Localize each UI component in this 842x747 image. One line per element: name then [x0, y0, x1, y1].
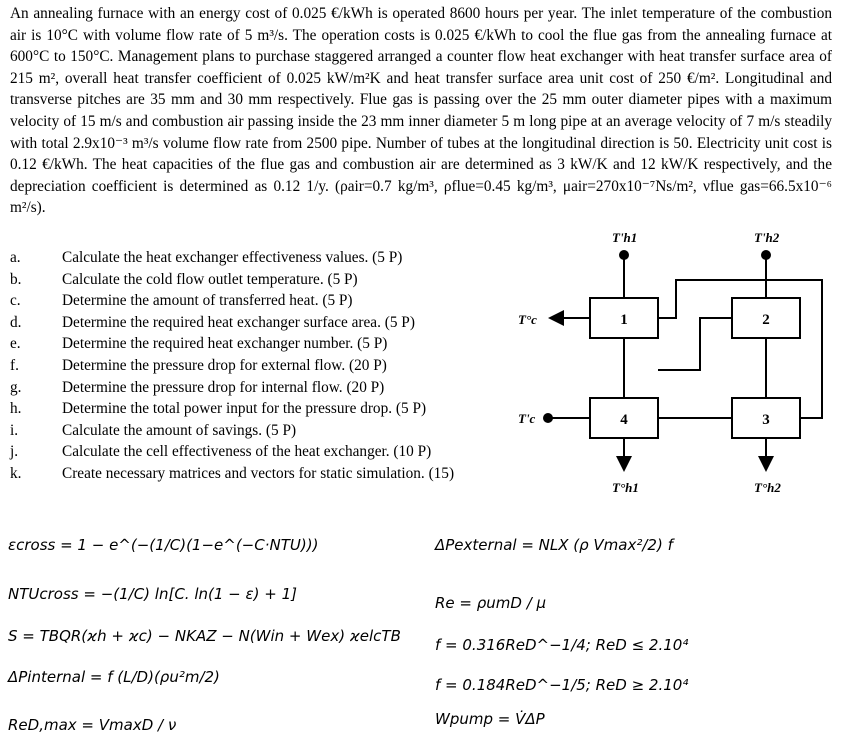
label-tc-in: T'c [518, 411, 536, 426]
label-th1-in: T'h1 [612, 230, 638, 245]
label-th1-out: T°h1 [612, 480, 639, 495]
equation-ntu-cross: NTUcross = −(1/C) ln[C. ln(1 − ε) + 1] [8, 585, 297, 603]
label-th2-in: T'h2 [754, 230, 780, 245]
equation-dp-external: ΔPexternal = NLX (ρ Vmax²/2) f [435, 536, 673, 554]
equation-w-pump: Wpump = V̇ΔP [435, 710, 545, 728]
equation-dp-internal: ΔPinternal = f (L/D)(ρu²m/2) [8, 668, 220, 686]
equation-savings: S = TBQR(ϰh + ϰc) − NKAZ − N(Win + Wex) ϰelcTB [8, 627, 401, 645]
unit-label-3: 3 [762, 412, 770, 428]
heat-exchanger-diagram [500, 220, 840, 510]
unit-label-4: 4 [620, 412, 628, 428]
unit-label-2: 2 [762, 312, 770, 328]
label-tc-out: T°c [518, 312, 537, 327]
equation-f-low: f = 0.316ReD^−1/4; ReD ≤ 2.10⁴ [435, 636, 689, 654]
label-th2-out: T°h2 [754, 480, 781, 495]
unit-label-1: 1 [620, 312, 628, 328]
page: An annealing furnace with an energy cost of 0.025 €/kWh is operated 8600 hours per year. The inlet temperature of the combustion air is 10°C with volume flow rate of 5 m³/s. The operation costs is 0.025 €/kWh to cool the flue gas from the annealing furnace at 600°C to 150°C. Management plans to purchase staggered arranged a counter flow heat exchanger with heat transfer surface area of 215 m², overall heat transfer coefficient of 0.025 kW/m²K and heat transfer surface area unit cost of 250 €/m². Longitudinal and transverse pitches are 35 mm and 30 mm respectively. Flue gas is passing over the 25 mm outer diameter pipes with a maximum velocity of 15 m/s and combustion air passing inside the 23 mm inner diameter 5 m long pipe at an average velocity of 7 m/s steadily with total 2.9x10⁻³ m³/s volume flow rate from 2500 pipe. Number of tubes at the longitudinal direction is 50. Electricity unit cost is 0.12 €/kWh. The heat capacities of the flue gas and combustion air are determined as 3 kW/K and 12 kW/K respectively, and the depreciation coefficient is determined as 0.12 1/y. (ρair=0.7 kg/m³, ρflue=0.45 kg/m³, μair=270x10⁻⁷Ns/m², νflue gas=66.5x10⁻⁶ m²/s). a. Calculate the heat exchanger effectiveness values. (5 P) b. Calculate the cold flow outlet temperature. (5 P) c. Determine the amount of transferred heat. (5 P) d. Determine the required heat exchanger surface area. (5 P) e. Determine the required heat exchanger number. (5 P) f. Determine the pressure drop for external flow. (20 P) g. Determine the pressure drop for internal flow. (20 P) h. Determine the total power input for the pressure drop. (5 P) i. Calculate the amount of savings. (5 P) j. Calculate the cell effectiveness of the heat exchanger. (10 P) k. Create necessary matrices and vectors for static simulation. (15) 1 2 3 4 T'h1 T'h2 T°c T'c T°h1 T°h2 εcross = 1 − e^(−(1/C)(1−e^(−C·NTU))) NTUcross = −(1/C) ln[C. ln(1 − ε) + 1] S = TBQR(ϰh + ϰc) − NKAZ − N(Win + Wex) ϰelcTB ΔPinternal = f (L/D)(ρu²m/2) ReD,max = VmaxD / ν ΔPexternal = NLX (ρ Vmax²/2) f Re = ρumD / μ f = 0.316ReD^−1/4; ReD ≤ 2.10⁴ f = 0.184ReD^−1/5; ReD ≥ 2.10⁴ Wpump = V̇ΔP [0, 0, 842, 747]
equation-re-dmax: ReD,max = VmaxD / ν [8, 716, 177, 734]
equation-re: Re = ρumD / μ [435, 594, 547, 612]
problem-statement: An annealing furnace with an energy cost of 0.025 €/kWh is operated 8600 hours per year. The inlet temperature of the combustion air is 10°C with volume flow rate of 5 m³/s. The operation costs is 0.025 €/kWh to cool the flue gas from the annealing furnace at 600°C to 150°C. Management plans to purchase staggered arranged a counter flow heat exchanger with heat transfer surface area of 215 m², overall heat transfer coefficient of 0.025 kW/m²K and heat transfer surface area unit cost of 250 €/m². Longitudinal and transverse pitches are 35 mm and 30 mm respectively. Flue gas is passing over the 25 mm outer diameter pipes with a maximum velocity of 15 m/s and combustion air passing inside the 23 mm inner diameter 5 m long pipe at an average velocity of 7 m/s steadily with total 2.9x10⁻³ m³/s volume flow rate from 2500 pipe. Number of tubes at the longitudinal direction is 50. Electricity unit cost is 0.12 €/kWh. The heat capacities of the flue gas and combustion air are determined as 3 kW/K and 12 kW/K respectively, and the depreciation coefficient is determined as 0.12 1/y. (ρair=0.7 kg/m³, ρflue=0.45 kg/m³, μair=270x10⁻⁷Ns/m², νflue gas=66.5x10⁻⁶ m²/s). [10, 5, 832, 217]
equation-f-high: f = 0.184ReD^−1/5; ReD ≥ 2.10⁴ [435, 676, 689, 694]
equation-eps-cross: εcross = 1 − e^(−(1/C)(1−e^(−C·NTU))) [8, 536, 319, 554]
